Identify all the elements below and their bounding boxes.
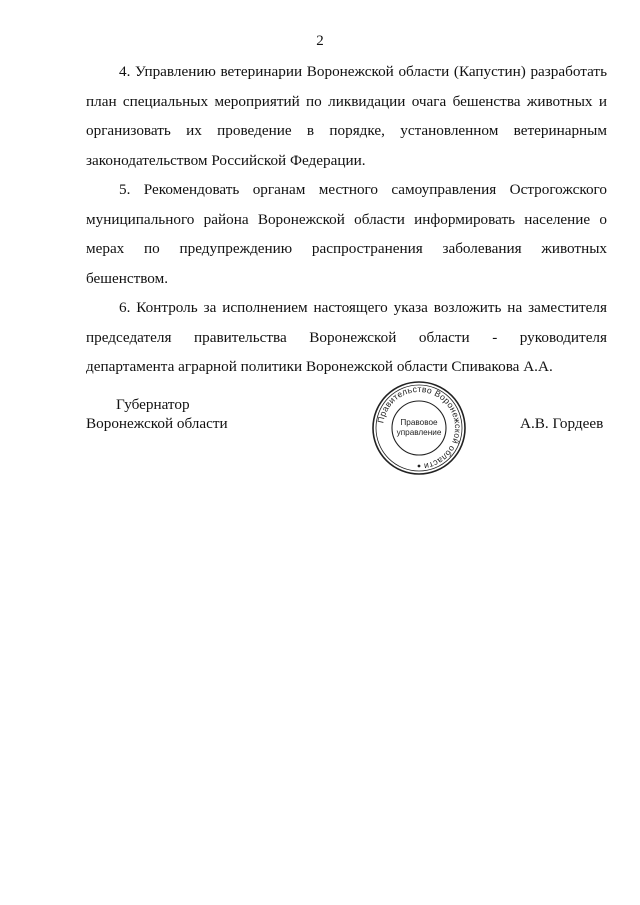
signatory-name: А.В. Гордеев	[520, 415, 604, 432]
paragraph-4	[86, 57, 607, 175]
text-line: законодательством Российской Федерации.	[86, 151, 366, 169]
paragraph-5	[86, 175, 607, 293]
document-body	[86, 57, 607, 382]
text-line: план специальных мероприятий по ликвидации очага бешенства животных и	[86, 92, 607, 110]
text-line: департамента аграрной политики Воронежской области Спивакова А.А.	[86, 358, 553, 375]
paragraph-6	[86, 293, 607, 382]
page-number: 2	[316, 33, 324, 49]
signatory-title	[86, 395, 228, 433]
text-line: муниципального района Воронежской области информировать население о	[86, 210, 607, 228]
text-line: бешенством.	[86, 269, 168, 287]
stamp-seal	[371, 380, 467, 476]
stamp-center-line1: Правовое	[400, 418, 438, 427]
signatory-title-line1: Губернатор	[116, 396, 190, 413]
text-line: 5. Рекомендовать органам местного самоуправления Острогожского	[119, 181, 607, 198]
text-line: организовать их проведение в порядке, установленном ветеринарным	[86, 122, 607, 139]
text-line: председателя правительства Воронежской области - руководителя	[86, 328, 607, 346]
text-line: 4. Управлению ветеринарии Воронежской области (Капустин) разработать	[119, 63, 607, 80]
official-stamp	[371, 380, 467, 476]
text-line: мерах по предупреждению распространения заболевания животных	[86, 240, 607, 257]
stamp-center-line2: управление	[396, 428, 442, 437]
text-line: 6. Контроль за исполнением настоящего указа возложить на заместителя	[119, 299, 607, 316]
stamp-ring-text: Правительство Воронежской области	[375, 383, 464, 472]
signatory-title-line2: Воронежской области	[86, 415, 228, 432]
